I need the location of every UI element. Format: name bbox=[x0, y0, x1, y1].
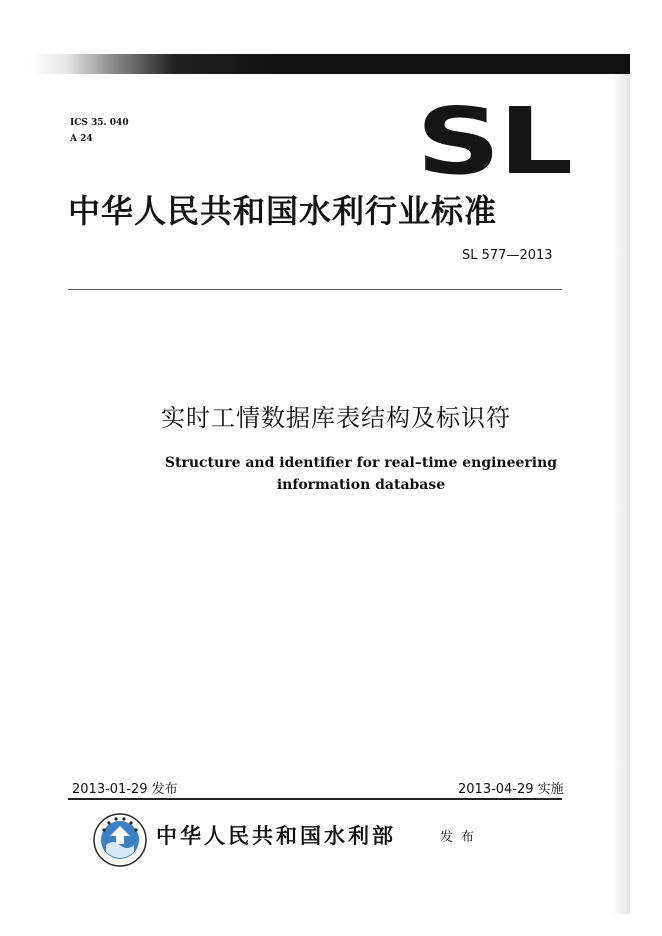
english-title-line-2: information database bbox=[276, 477, 446, 493]
publish-label: 发布 bbox=[440, 830, 483, 845]
implementation-date: 2013-04-29 实施 bbox=[458, 782, 564, 797]
document-title-english bbox=[0, 452, 662, 496]
standard-number: SL 577—2013 bbox=[462, 248, 553, 263]
ics-code: ICS 35. 040 bbox=[70, 118, 129, 128]
english-title-line-1: Structure and identifier for real–time engineering bbox=[164, 455, 558, 471]
document-title-chinese: 实时工情数据库表结构及标识符 bbox=[161, 404, 511, 432]
national-standard-title: 中华人民共和国水利行业标准 bbox=[68, 192, 498, 230]
footer-divider bbox=[68, 798, 562, 800]
ccs-code: A 24 bbox=[70, 134, 93, 144]
classification-codes bbox=[70, 115, 129, 147]
ministry-seal-icon bbox=[92, 812, 148, 868]
scan-top-shadow bbox=[30, 54, 630, 74]
issue-date: 2013-01-29 发布 bbox=[72, 782, 178, 797]
publisher-name: 中华人民共和国水利部 bbox=[156, 824, 396, 848]
sl-logo: SL bbox=[416, 88, 571, 195]
header-divider bbox=[68, 289, 562, 290]
